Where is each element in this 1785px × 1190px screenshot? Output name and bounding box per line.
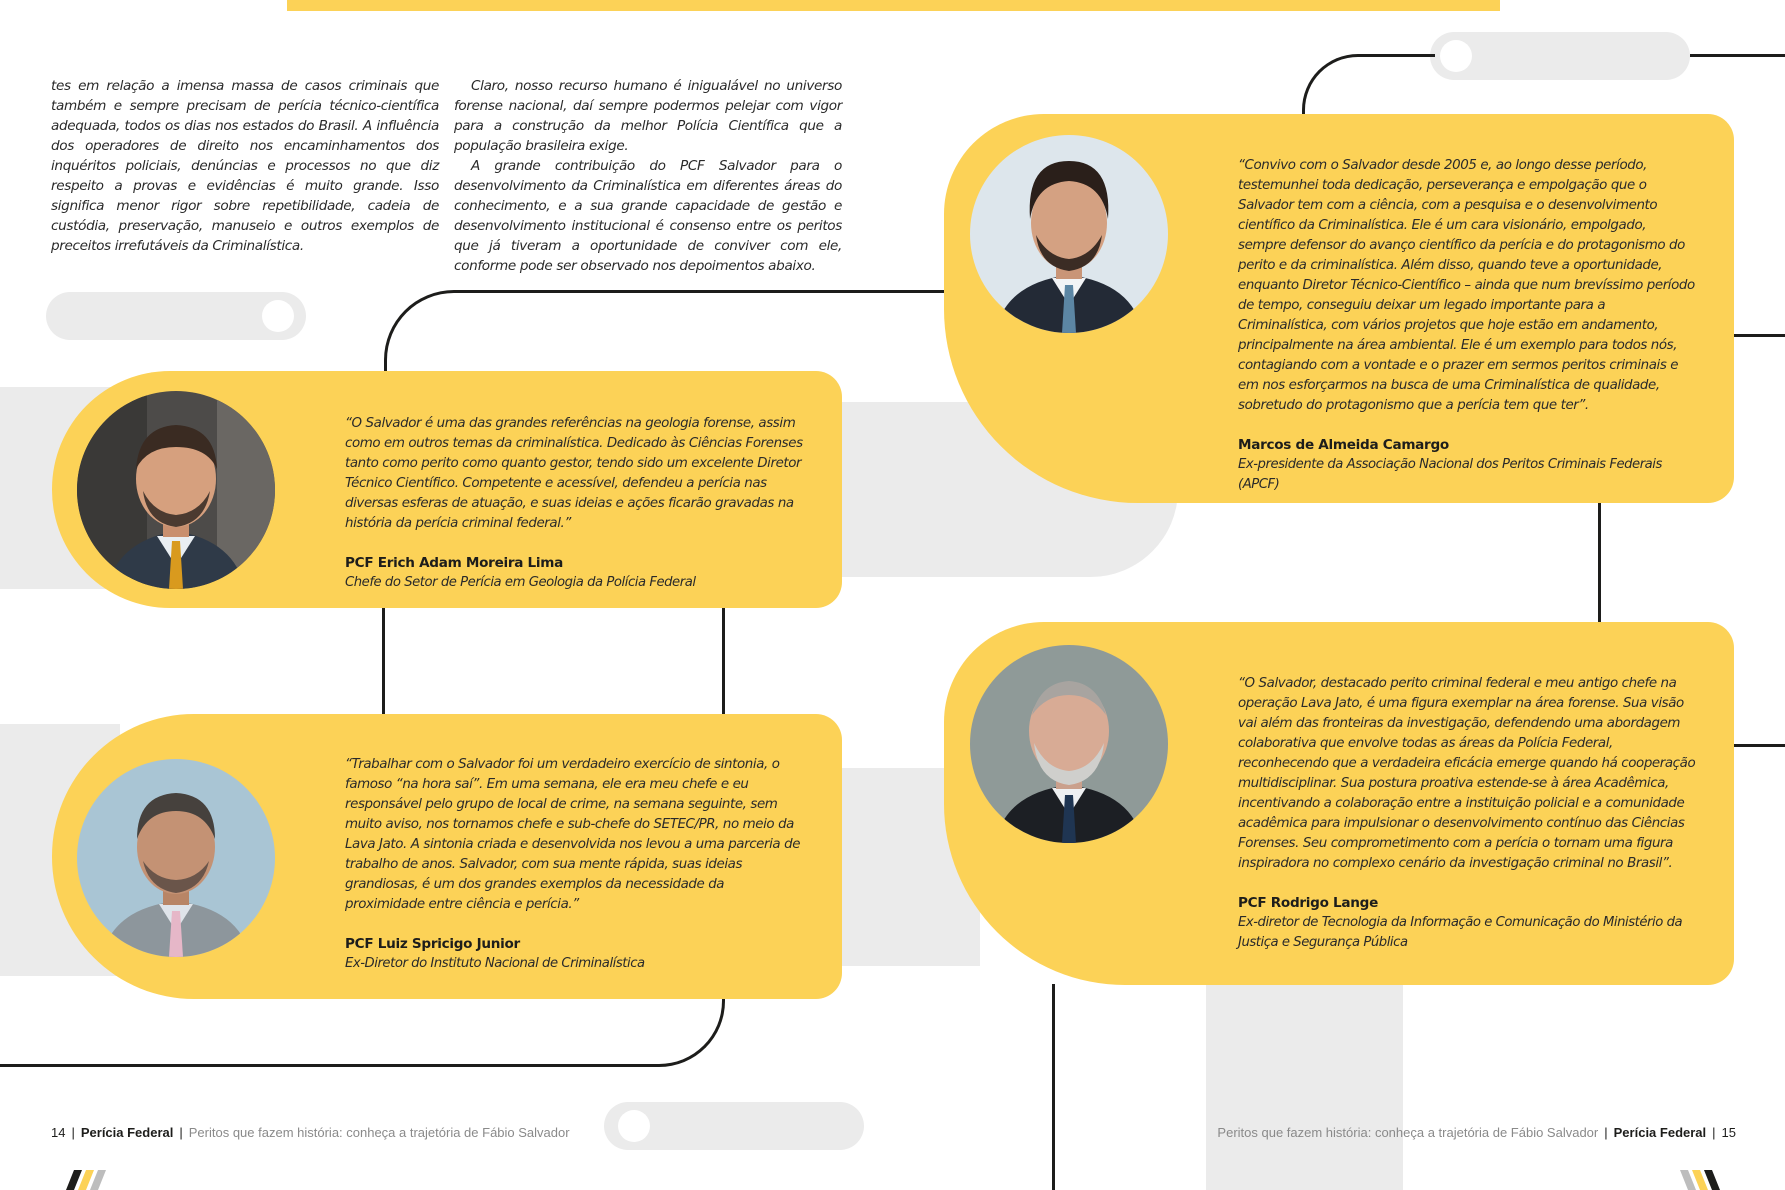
text-column-2 (454, 76, 842, 276)
testimonial-author: Marcos de Almeida Camargo (1238, 437, 1449, 453)
portrait-erich-icon (77, 391, 275, 589)
pill-dot (262, 300, 294, 332)
footer-left: 14 | Perícia Federal | Peritos que fazem história: conheça a trajetória de Fábio Salvador (51, 1125, 570, 1140)
page-number: 15 (1721, 1125, 1736, 1140)
testimonial-role: Ex-diretor de Tecnologia da Informação e Comunicação do Ministério da Justiça e Segurança Pública (1238, 915, 1683, 950)
connector-right-vertical (1598, 500, 1601, 626)
footer-right: Peritos que fazem história: conheça a trajetória de Fábio Salvador | Perícia Federal | 15 (1217, 1125, 1736, 1140)
top-accent-bar (287, 0, 1500, 11)
corner-stripes-left-icon (58, 1170, 110, 1190)
testimonial-author: PCF Erich Adam Moreira Lima (345, 555, 564, 571)
testimonial-card-luiz (52, 714, 842, 999)
portrait-rodrigo-icon (970, 645, 1168, 843)
connector-top-right-line (1690, 54, 1785, 57)
section-title: Peritos que fazem história: conheça a trajetória de Fábio Salvador (188, 1125, 570, 1140)
portrait-photo (77, 391, 275, 589)
paragraph: Claro, nosso recurso humano é inigualável no universo forense nacional, daí sempre podermos pelejar com vigor para a construção da melhor Polícia Científica que a população brasileira exige. (454, 78, 842, 154)
connector-vertical-bottom (1052, 984, 1055, 1190)
testimonial-author: PCF Rodrigo Lange (1238, 895, 1379, 911)
connector-right-mid-1 (1732, 334, 1785, 337)
connector-vertical-a (382, 606, 385, 716)
testimonial-body (345, 414, 805, 593)
portrait-luiz-icon (77, 759, 275, 957)
portrait-marcos-icon (970, 135, 1168, 333)
pill-dot (618, 1110, 650, 1142)
connector-vertical-b (722, 606, 725, 716)
corner-stripes-right-icon (1676, 1170, 1728, 1190)
magazine-name: Perícia Federal (1613, 1125, 1707, 1140)
paragraph: tes em relação a imensa massa de casos criminais que também e sempre precisam de perícia técnico-científica adequada, todos os dias nos estados do Brasil. A influência dos operadores de direito nos encaminhamentos dos inquéritos policiais, denúncias e processos no que diz respeito a provas e evidências é muito grande. Isso significa menor rigor sobre repetibilidade, cadeia de custódia, preservação, manuseio e outros exemplos de preceitos irrefutáveis da Criminalística. (51, 78, 439, 254)
connector-right-mid-2 (1732, 744, 1785, 747)
connector-center-curve (384, 290, 947, 383)
testimonial-author: PCF Luiz Spricigo Junior (345, 936, 520, 952)
testimonial-quote: “Trabalhar com o Salvador foi um verdadeiro exercício de sintonia, o famoso “na hora saí”. Em uma semana, ele era meu chefe e eu responsável pelo grupo de local de crime, na semana seguinte, sem muito aviso, nos tornamos chefe e sub-chefe do SETEC/PR, no meio da Lava Jato. A sintonia criada e desenvolvida nos levou a uma parceria de trabalho de anos. Salvador, com sua mente rápida, suas ideias grandiosas, é um dos grandes exemplos da necessidade da proximidade entre ciência e perícia.” (345, 757, 801, 912)
testimonial-quote: “Convivo com o Salvador desde 2005 e, ao longo desse período, testemunhei toda dedicação, perseverança e empolgação que o Salvador tem com a ciência, com a pesquisa e o desenvolvimento científico da Criminalística. Ele é um cara visionário, empolgado, sempre defensor do avanço científico da perícia e do protagonismo do perito e da criminalística. Além disso, quando teve a oportunidade, enquanto Diretor Técnico-Científico – ainda que num brevíssimo período de tempo, conseguiu deixar um legado importante para a Criminalística, com vários projetos que hoje estão em andamento, principalmente na área ambiental. Ele é um exemplo para todos nós, contagiando com a vontade e o prazer em sermos peritos criminais e em nos esforçarmos na busca de uma Criminalística de qualidade, sobretudo do protagonismo que a perícia tem que ter”. (1238, 158, 1695, 413)
testimonial-quote: “O Salvador, destacado perito criminal federal e meu antigo chefe na operação Lava Jato, é uma figura exemplar na área forense. Sua visão vai além das fronteiras da investigação, defendendo uma abordagem colaborativa que envolve todas as áreas da Polícia Federal, reconhecendo que a verdadeira eficácia emerge quando há cooperação multidisciplinar. Sua postura proativa estende-se à área Acadêmica, incentivando a colaboração entre a instituição policial e a comunidade acadêmica para impulsionar o desenvolvimento contínuo das Ciências Forenses. Seu comprometimento com a perícia o tornam uma figura inspiradora no complexo cenário da investigação criminal no Brasil”. (1238, 676, 1696, 871)
pill-dot (1440, 40, 1472, 72)
testimonial-body (1238, 156, 1698, 495)
paragraph: A grande contribuição do PCF Salvador para o desenvolvimento da Criminalística em diferentes áreas do conhecimento, e a sua grande capacidade de gestão e desenvolvimento institucional é consenso entre os peritos que já tiveram a oportunidade de conviver com ele, conforme pode ser observado nos depoimentos abaixo. (454, 158, 842, 274)
gray-column-right-bottom (1206, 965, 1403, 1190)
testimonial-card-rodrigo (944, 622, 1734, 985)
page-number: 14 (51, 1125, 66, 1140)
decorative-pill-left (46, 292, 306, 340)
testimonial-role: Chefe do Setor de Perícia em Geologia da Polícia Federal (345, 575, 696, 590)
testimonial-body (345, 755, 805, 974)
testimonial-card-erich (52, 371, 842, 608)
decorative-pill-top-right (1430, 32, 1690, 80)
portrait-photo (970, 135, 1168, 333)
magazine-name: Perícia Federal (80, 1125, 174, 1140)
text-column-1 (51, 76, 439, 256)
testimonial-role: Ex-presidente da Associação Nacional dos Peritos Criminais Federais (APCF) (1238, 457, 1662, 492)
testimonial-quote: “O Salvador é uma das grandes referências na geologia forense, assim como em outros temas da criminalística. Dedicado às Ciências Forenses tanto como perito como quanto gestor, tendo sido um excelente Diretor Técnico Científico. Competente e acessível, defendeu a perícia nas diversas esferas de atuação, e suas ideias e ações ficarão gravadas na história da perícia criminal federal.” (345, 416, 803, 531)
testimonial-body (1238, 674, 1698, 953)
portrait-photo (970, 645, 1168, 843)
testimonial-card-marcos (944, 114, 1734, 503)
decorative-pill-bottom-center (604, 1102, 864, 1150)
section-title: Peritos que fazem história: conheça a trajetória de Fábio Salvador (1217, 1125, 1599, 1140)
testimonial-role: Ex-Diretor do Instituto Nacional de Criminalística (345, 956, 645, 971)
portrait-photo (77, 759, 275, 957)
